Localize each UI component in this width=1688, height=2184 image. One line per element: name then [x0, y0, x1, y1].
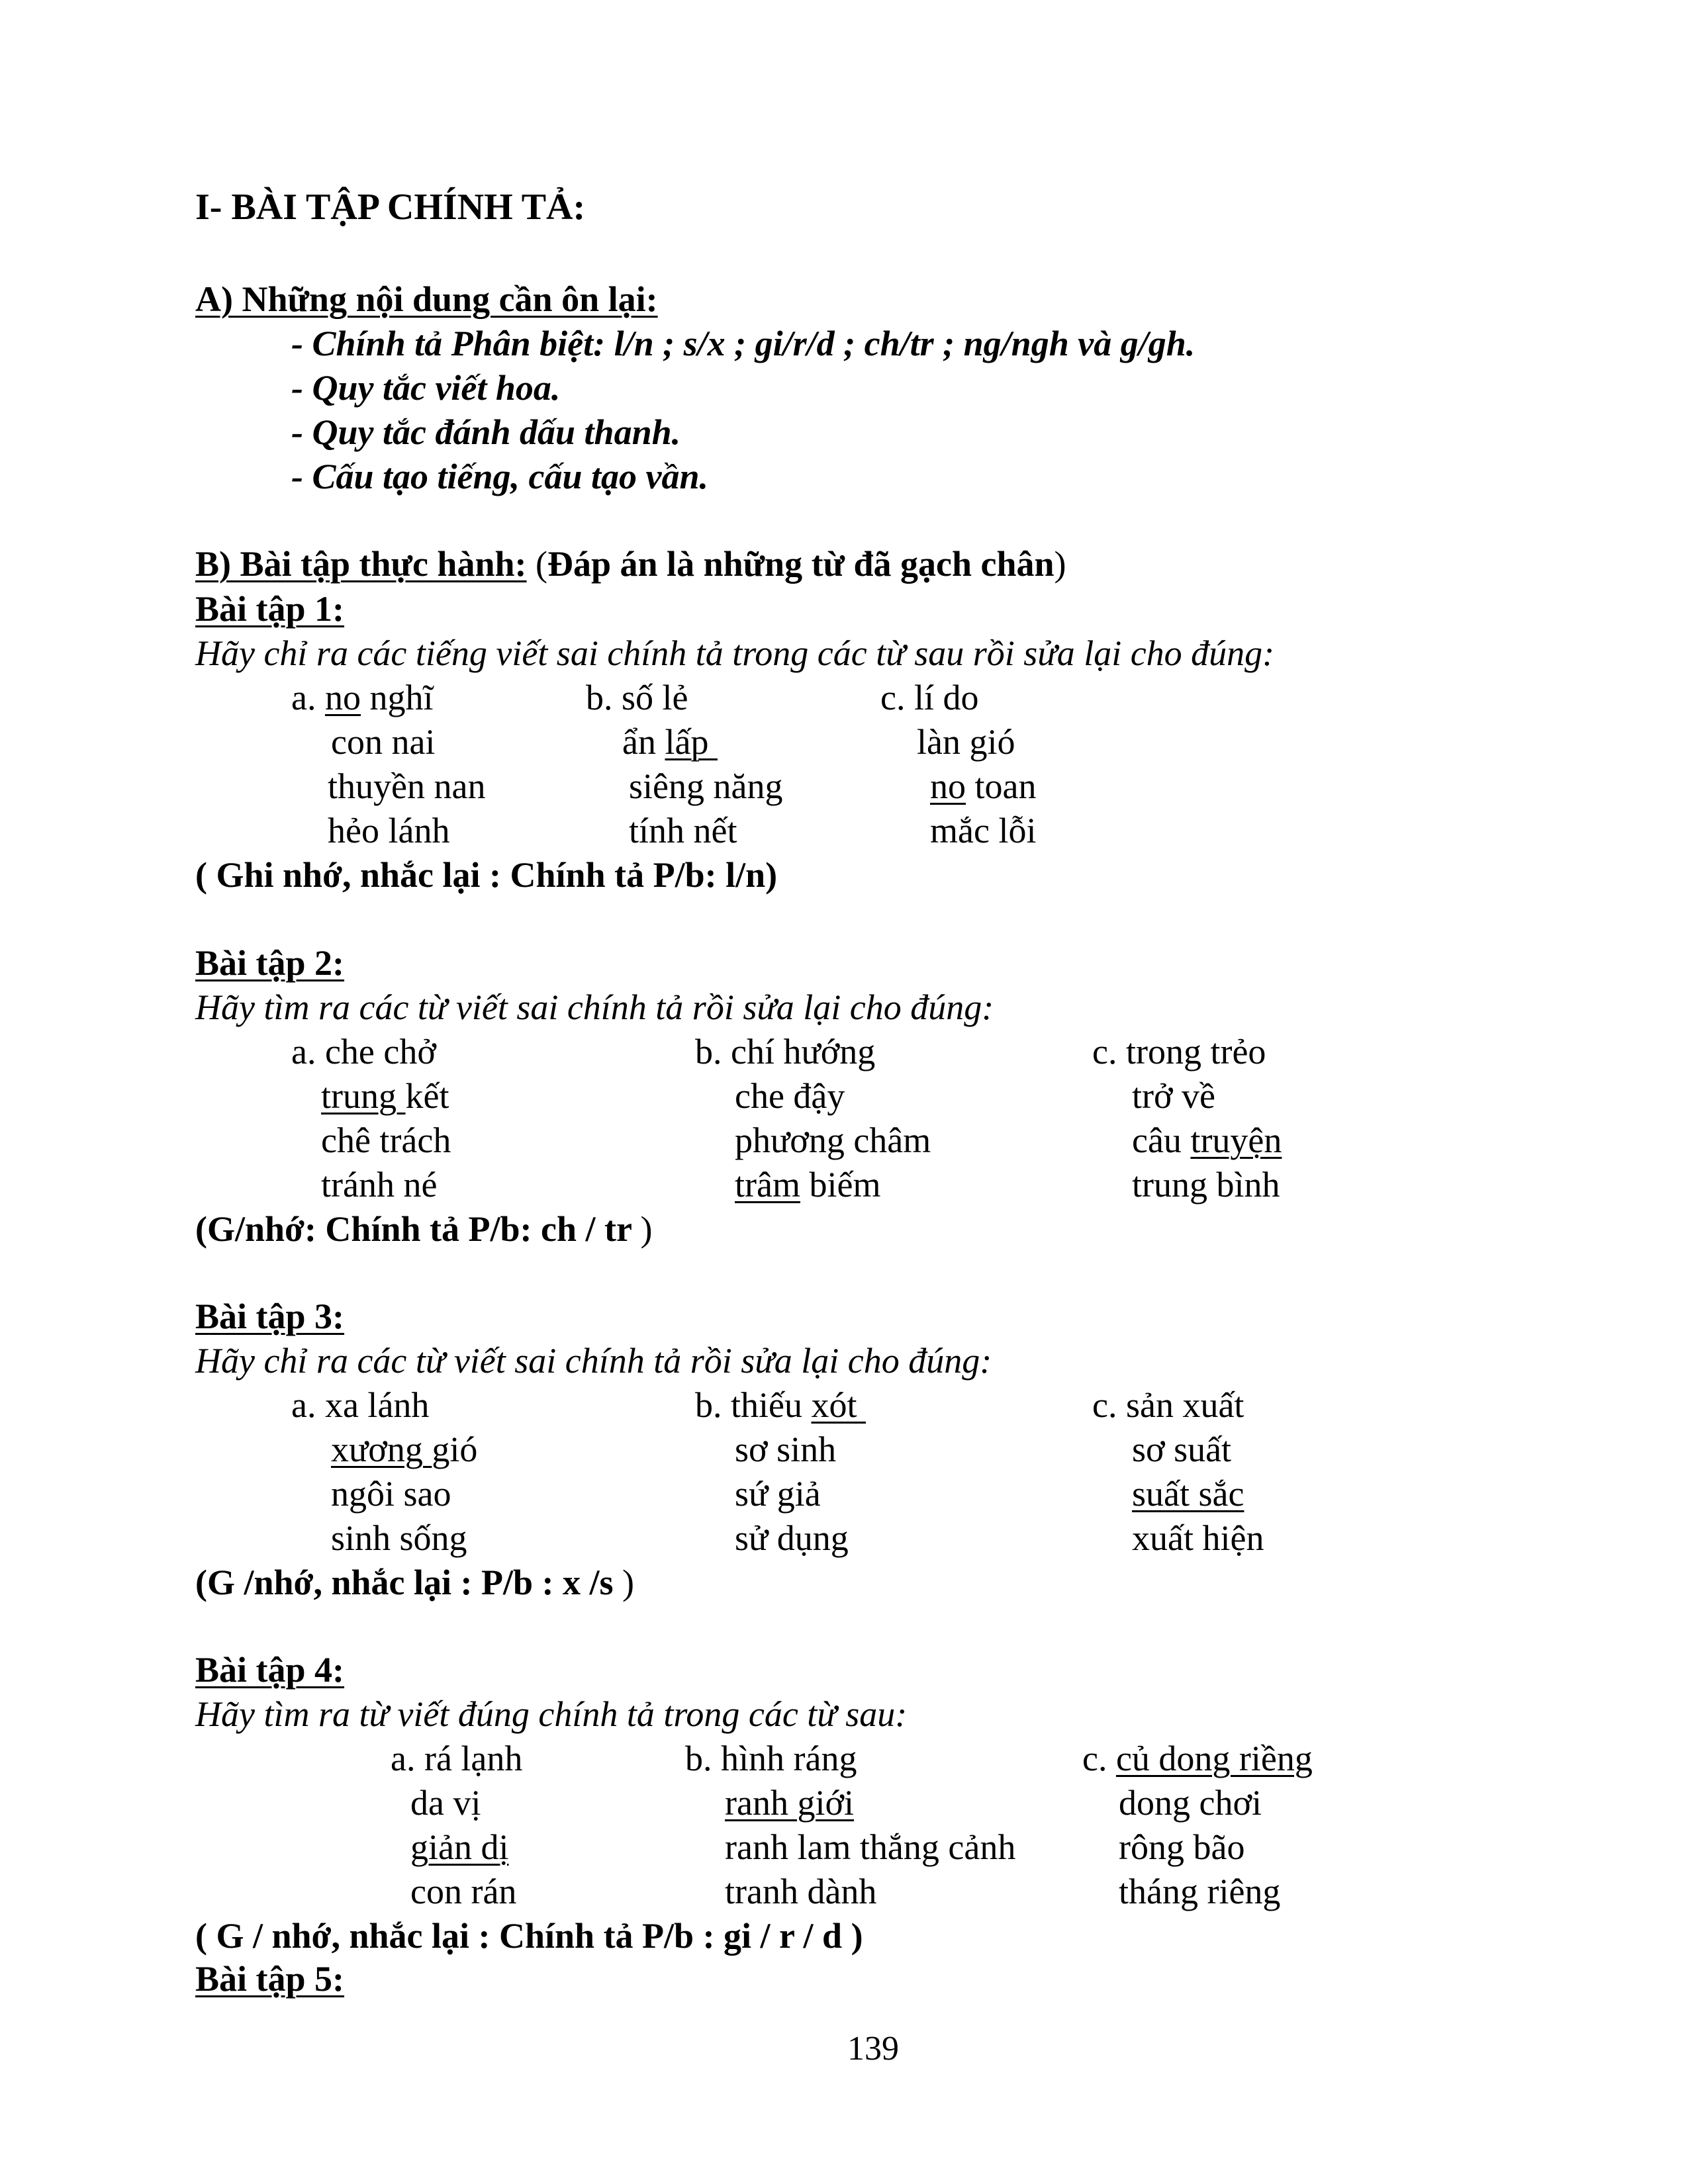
e1-answer: no: [324, 678, 361, 717]
exercise-2-title: Bài tập 2:: [195, 943, 345, 983]
e2-c-word-1: c. trong trẻo: [1092, 1032, 1266, 1071]
e4-a-word-3: [410, 1829, 508, 1865]
e2-answer: trâm: [735, 1165, 800, 1205]
review-item-2: - Quy tắc viết hoa.: [291, 368, 561, 408]
e4-a-word-1: a. rá lạnh: [391, 1739, 523, 1778]
e2-b-word-1: b. chí hướng: [695, 1032, 876, 1071]
e4-answer: củ dong riềng: [1115, 1739, 1313, 1778]
e3-c-word-1: c. sản xuất: [1092, 1385, 1244, 1425]
e1-answer: no: [930, 766, 966, 806]
part-b-note: Đáp án là những từ đã gạch chân: [547, 544, 1055, 584]
page-number: 139: [847, 2030, 899, 2068]
e1-b-word-3: siêng năng: [629, 766, 783, 806]
part-a-heading: A) Những nội dung cần ôn lại:: [195, 279, 658, 319]
e3-answer: xót: [811, 1385, 866, 1425]
e3-answer: xương: [331, 1430, 432, 1469]
e4-c-word-3: rông bão: [1119, 1827, 1245, 1867]
e3-b-word-2: sơ sinh: [735, 1430, 837, 1469]
e3-c-word-4: xuất hiện: [1132, 1518, 1264, 1558]
e1-b-word-2: ẩn lấp: [622, 722, 718, 762]
exercise-1-title: Bài tập 1:: [195, 589, 345, 629]
e3-c-word-2: sơ suất: [1132, 1430, 1232, 1469]
exercise-4-title: Bài tập 4:: [195, 1650, 345, 1690]
e3-c-word-3: [1132, 1476, 1244, 1512]
e2-c-word-2: trở về: [1132, 1076, 1216, 1116]
e3-a-word-3: ngôi sao: [331, 1474, 451, 1514]
exercise-2-reminder: (G/nhớ: Chính tả P/b: ch / tr ): [195, 1209, 653, 1249]
exercise-5-title: Bài tập 5:: [195, 1959, 345, 1999]
e2-a-word-4: tránh né: [321, 1165, 438, 1205]
e3-a-word-2: xương gió: [331, 1430, 478, 1469]
part-b-heading: [195, 546, 1066, 582]
e1-c-word-1: c. lí do: [880, 678, 979, 717]
exercise-4-reminder: ( G / nhớ, nhắc lại : Chính tả P/b : gi / r / d ): [195, 1916, 863, 1956]
review-item-4: - Cấu tạo tiếng, cấu tạo vần.: [291, 457, 709, 496]
e4-b-word-1: b. hình ráng: [685, 1739, 857, 1778]
e4-a-word-2: da vị: [410, 1783, 481, 1823]
e1-answer: lấp: [665, 722, 718, 762]
e3-a-word-1: a. xa lánh: [291, 1385, 430, 1425]
e2-b-word-2: che đậy: [735, 1076, 845, 1116]
e1-a-word-2: con nai: [331, 722, 436, 762]
e2-b-word-4: trâm biếm: [735, 1165, 881, 1205]
e4-c-word-2: dong chơi: [1119, 1783, 1262, 1823]
part-b-note-open: (: [526, 544, 547, 584]
e3-b-word-4: sử dụng: [735, 1518, 849, 1558]
e3-answer: suất sắc: [1132, 1474, 1244, 1514]
e4-c-word-1: c. củ dong riềng: [1082, 1739, 1313, 1778]
e3-b-word-3: sứ giả: [735, 1474, 821, 1514]
e1-a-word-3: thuyền nan: [328, 766, 486, 806]
e3-a-word-4: sinh sống: [331, 1518, 467, 1558]
exercise-3-title: Bài tập 3:: [195, 1297, 345, 1336]
e4-a-word-4: con rán: [410, 1872, 517, 1911]
e1-b-word-1: b. số lẻ: [586, 678, 688, 717]
e1-a-word-1: a. no nghĩ: [291, 678, 434, 717]
exercise-1-reminder: ( Ghi nhớ, nhắc lại : Chính tả P/b: l/n): [195, 855, 778, 895]
e1-c-word-3: no toan: [930, 766, 1037, 806]
exercise-4-instruction: Hãy tìm ra từ viết đúng chính tả trong các từ sau:: [195, 1694, 908, 1734]
e2-answer: truyện: [1190, 1120, 1282, 1160]
exercise-2-instruction: Hãy tìm ra các từ viết sai chính tả rồi sửa lại cho đúng:: [195, 987, 994, 1027]
e2-answer: trung: [321, 1076, 406, 1116]
e2-c-word-3: câu truyện: [1132, 1120, 1282, 1160]
e2-c-word-4: trung bình: [1132, 1165, 1280, 1205]
review-item-3: - Quy tắc đánh dấu thanh.: [291, 412, 681, 452]
e4-answer: giản dị: [410, 1827, 509, 1867]
e1-c-word-4: mắc lỗi: [930, 811, 1037, 850]
exercise-3-instruction: Hãy chỉ ra các từ viết sai chính tả rồi sửa lại cho đúng:: [195, 1341, 992, 1381]
e2-b-word-3: phương châm: [735, 1120, 931, 1160]
e1-a-word-4: hẻo lánh: [328, 811, 450, 850]
e4-b-word-4: tranh dành: [725, 1872, 877, 1911]
e2-a-word-1: a. che chở: [291, 1032, 436, 1071]
e4-answer: ranh giới: [725, 1783, 855, 1823]
part-b-note-close: ): [1054, 544, 1066, 584]
e4-b-word-2: [725, 1785, 854, 1821]
e2-a-word-2: trung kết: [321, 1076, 449, 1116]
section-title: I- BÀI TẬP CHÍNH TẢ:: [195, 187, 586, 228]
e1-c-word-2: làn gió: [917, 722, 1015, 762]
e4-b-word-3: ranh lam thắng cảnh: [725, 1827, 1016, 1867]
part-b-title: B) Bài tập thực hành:: [195, 544, 527, 584]
review-item-1: - Chính tả Phân biệt: l/n ; s/x ; gi/r/d ; ch/tr ; ng/ngh và g/gh.: [291, 324, 1196, 363]
exercise-1-instruction: Hãy chỉ ra các tiếng viết sai chính tả trong các từ sau rồi sửa lại cho đúng:: [195, 633, 1275, 673]
e2-a-word-3: chê trách: [321, 1120, 451, 1160]
e1-b-word-4: tính nết: [629, 811, 737, 850]
exercise-3-reminder: (G /nhớ, nhắc lại : P/b : x /s ): [195, 1563, 634, 1602]
e4-c-word-4: tháng riêng: [1119, 1872, 1281, 1911]
e3-b-word-1: b. thiếu xót: [695, 1385, 866, 1425]
